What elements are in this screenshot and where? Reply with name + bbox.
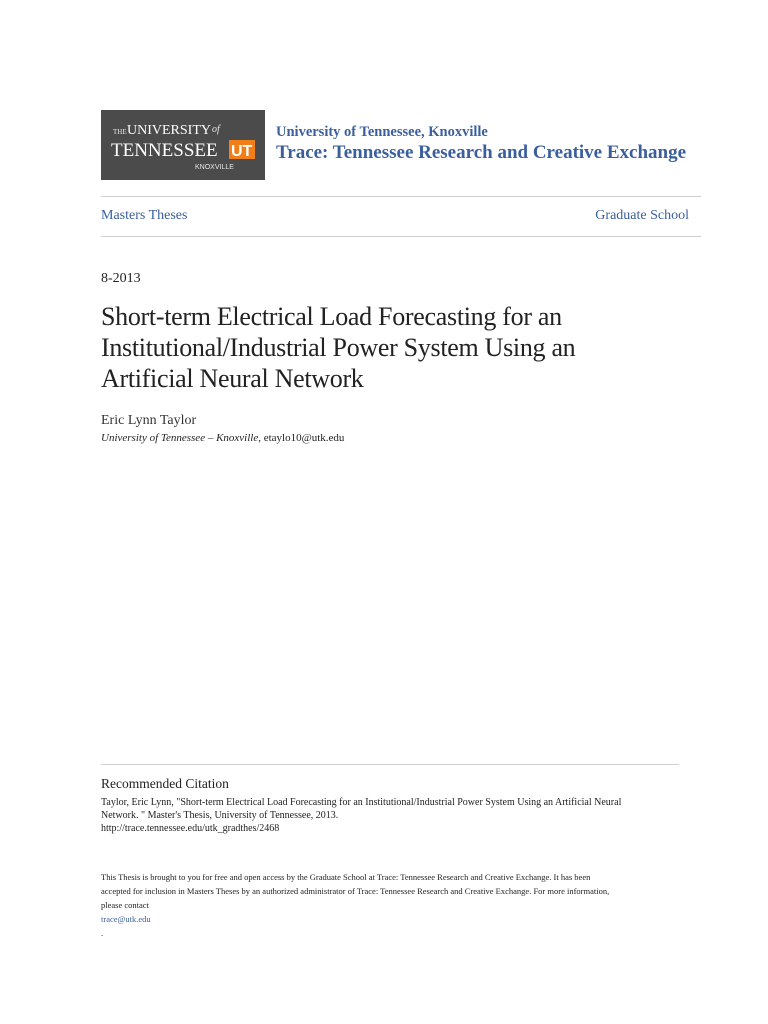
institution-name[interactable]: University of Tennessee, Knoxville (276, 124, 488, 140)
citation-url: http://trace.tennessee.edu/utk_gradthes/2468 (101, 823, 280, 834)
affiliation-name: University of Tennessee – Knoxville (101, 432, 259, 444)
logo-the: THE (113, 128, 127, 136)
contact-email-link[interactable]: trace@utk.edu (101, 914, 151, 924)
ut-logo-graphic (101, 110, 265, 180)
document-title: Short-term Electrical Load Forecasting for an Institutional/Industrial Power System Using an Artificial Neural Network (101, 302, 576, 393)
notice-contact-suffix: . (101, 928, 104, 938)
notice-line-1: This Thesis is brought to you for free and open access by the Graduate School at Trace: Tennessee Research and Creative Exchange. It has been (101, 872, 591, 882)
citation-heading: Recommended Citation (101, 776, 229, 791)
logo-university: UNIVERSITY (127, 123, 211, 138)
citation-line-1: Taylor, Eric Lynn, "Short-term Electrical Load Forecasting for an Institutional/Industrial Power System Using an Artificial Neural (101, 797, 622, 808)
logo-of: of (212, 124, 220, 135)
repository-name[interactable]: Trace: Tennessee Research and Creative Exchange (276, 142, 687, 163)
citation-text (101, 796, 661, 835)
access-notice (101, 870, 671, 940)
author-affiliation (101, 431, 344, 445)
masters-theses-link[interactable]: Masters Theses (101, 208, 188, 223)
citation-divider (101, 764, 679, 765)
author-email: etaylo10@utk.edu (263, 432, 345, 444)
notice-line-2: accepted for inclusion in Masters Theses by an authorized administrator of Trace: Tennessee Research and Creative Exchange. For more information, (101, 886, 610, 896)
graduate-school-link[interactable]: Graduate School (595, 208, 689, 223)
logo-tennessee: TENNESSEE (111, 140, 218, 161)
logo-knoxville: KNOXVILLE (195, 164, 234, 171)
affiliation-separator: , (258, 432, 261, 444)
header-divider-bottom (101, 236, 701, 237)
header-divider-top (101, 196, 701, 197)
citation-line-2: Network. " Master's Thesis, University of Tennessee, 2013. (101, 810, 339, 821)
institution-block (276, 123, 696, 163)
author-name: Eric Lynn Taylor (101, 413, 197, 428)
publication-date: 8-2013 (101, 271, 141, 286)
ut-mark: UT (231, 143, 253, 160)
university-logo (101, 110, 265, 180)
notice-line-3 (101, 898, 671, 940)
notice-contact-prefix: please contact (101, 900, 149, 910)
